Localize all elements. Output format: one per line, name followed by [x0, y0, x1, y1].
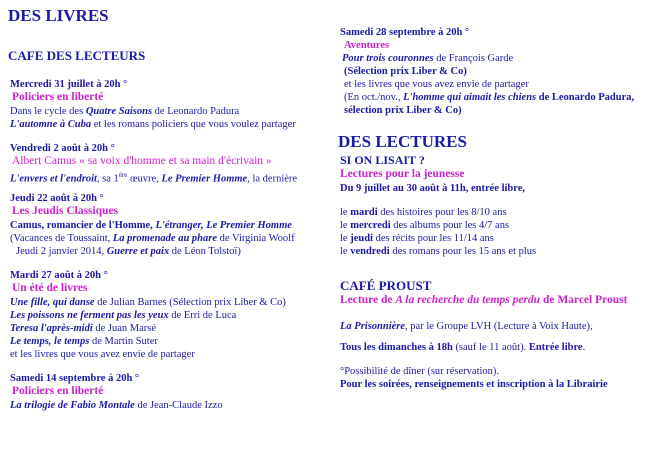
event-line: Une fille, qui danse de Julian Barnes (Sélection prix Liber & Co)	[10, 297, 286, 308]
event-line: Pour trois couronnes de François Garde	[342, 53, 514, 64]
schedule-row: le jeudi des récits pour les 11/14 ans	[340, 233, 494, 244]
event-line: La Prisonnière, par le Groupe LVH (Lecture à Voix Haute),	[340, 321, 593, 332]
event-line: (Sélection prix Liber & Co)	[344, 66, 467, 77]
section-title-livres: DES LIVRES	[8, 6, 109, 25]
schedule-row: le mardi des histoires pour les 8/10 ans	[340, 207, 507, 218]
event-theme: Un été de livres	[12, 282, 88, 294]
schedule-row: le mercredi des albums pour les 4/7 ans	[340, 220, 510, 231]
event-line: °Possibilité de dîner (sur réservation).	[340, 366, 500, 377]
event-line: Jeudi 2 janvier 2014, Guerre et paix de Léon Tolstoï)	[16, 246, 241, 257]
event-line: sélection prix Liber & Co)	[344, 105, 462, 116]
event-line: (Vacances de Toussaint, La promenade au phare de Virginia Woolf	[10, 233, 295, 244]
event-theme: Les Jeudis Classiques	[12, 205, 119, 217]
event-line: et les livres que vous avez envie de partager	[10, 349, 195, 360]
event-line: Camus, romancier de l'Homme, L'étranger, Le Premier Homme	[10, 220, 292, 231]
event-line: Dans le cycle des Quatre Saisons de Leonardo Padura	[10, 106, 240, 117]
section-title-lectures: DES LECTURES	[338, 132, 467, 151]
event-line: Les poissons ne ferment pas les yeux de Erri de Luca	[10, 310, 237, 321]
event-date: Samedi 28 septembre à 20h °	[340, 27, 470, 38]
event-theme: Lecture de A la recherche du temps perdu de Marcel Proust	[340, 294, 628, 306]
section-subtitle-cafe-lecteurs: CAFE DES LECTEURS	[8, 48, 146, 63]
event-date: Vendredi 2 août à 20h °	[10, 143, 115, 154]
event-date: Mardi 27 août à 20h °	[10, 270, 108, 281]
event-theme: Policiers en liberté	[12, 91, 104, 103]
event-line: (En oct./nov., L'homme qui aimait les chiens de Leonardo Padura,	[344, 92, 635, 103]
event-line: et les livres que vous avez envie de partager	[344, 79, 529, 90]
event-line: L'automne à Cuba et les romans policiers que vous voulez partager	[10, 119, 296, 130]
event-line: Du 9 juillet au 30 août à 11h, entrée libre,	[340, 183, 526, 194]
event-line: Pour les soirées, renseignements et inscription à la Librairie	[340, 379, 608, 390]
event-date: Jeudi 22 août à 20h °	[10, 193, 104, 204]
section-subtitle-si-on-lisait: SI ON LISAIT ?	[340, 153, 425, 167]
event-line: La trilogie de Fabio Montale de Jean-Claude Izzo	[10, 400, 223, 411]
event-theme: Aventures	[344, 40, 390, 51]
event-theme: Policiers en liberté	[12, 385, 104, 397]
event-theme: Lectures pour la jeunesse	[340, 168, 465, 180]
event-date: Samedi 14 septembre à 20h °	[10, 373, 140, 384]
event-line: Le temps, le temps de Martin Suter	[10, 336, 158, 347]
event-theme: Albert Camus « sa voix d'homme et sa main d'écrivain »	[12, 155, 272, 167]
section-title-cafe-proust: CAFÉ PROUST	[340, 278, 432, 293]
event-line: L'envers et l'endroit, sa 1ère œuvre, Le Premier Homme, la dernière	[10, 171, 298, 185]
event-line: Teresa l'après-midi de Juan Marsé	[10, 323, 157, 334]
event-line: Tous les dimanches à 18h (sauf le 11 août). Entrée libre.	[340, 342, 586, 353]
event-date: Mercredi 31 juillet à 20h °	[10, 79, 128, 90]
schedule-row: le vendredi des romans pour les 15 ans et plus	[340, 246, 537, 257]
